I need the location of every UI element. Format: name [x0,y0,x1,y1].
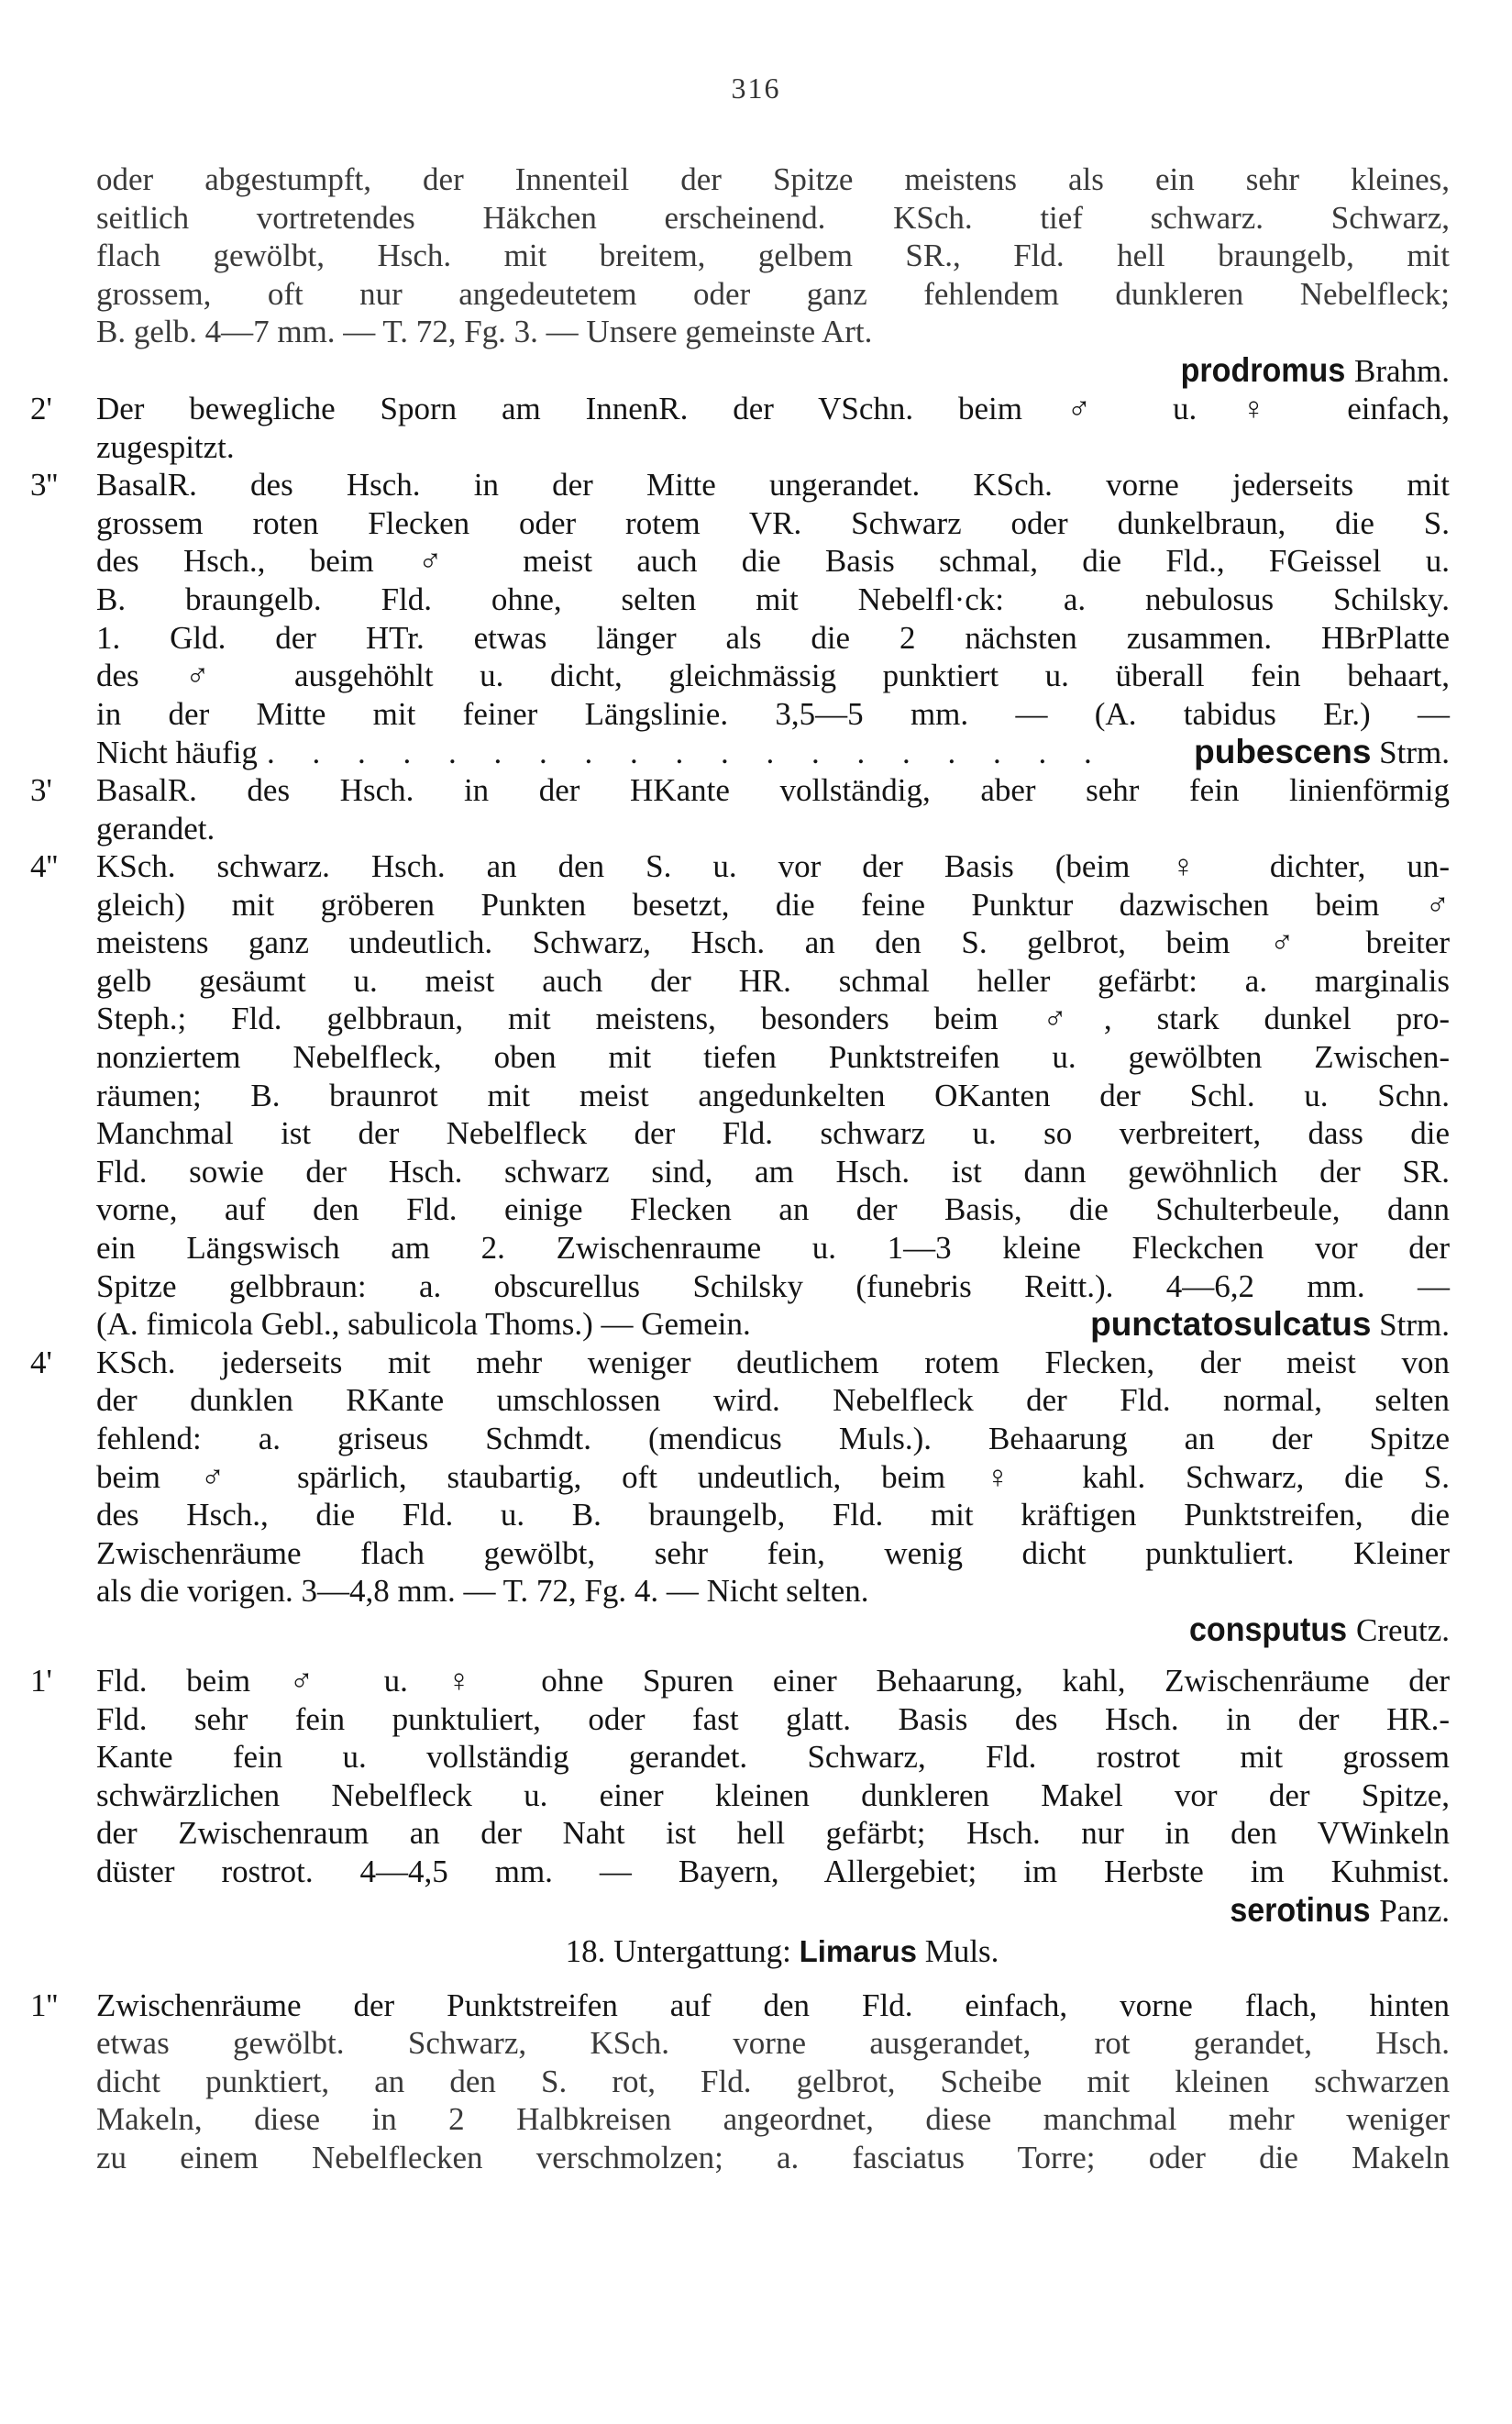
couplet-marker: 1'' [30,1987,59,2023]
text-line: etwas gewölbt. Schwarz, KSch. vorne ausgerandet, rot gerandet, Hsch. [96,2025,1450,2062]
text-line: B. gelb. 4—7 mm. — T. 72, Fg. 3. — Unsere gemeinste Art. [96,314,873,350]
species-name: punctatosulcatus [1090,1305,1372,1344]
couplet-marker: 4'' [30,848,59,885]
text-line: düster rostrot. 4—4,5 mm. — Bayern, Allergebiet; im Herbste im Kuhmist. [96,1853,1450,1889]
leader-dots: . . . . . . . . . . . . . . . . . . . [266,735,1107,771]
text-line: räumen; B. braunrot mit meist angedunkelten OKanten der Schl. u. Schn. [96,1077,1450,1113]
species-name: pubescens [1194,733,1372,771]
text-line: grossem, oft nur angedeutetem oder ganz fehlendem dunkleren Nebelfleck; [96,275,1450,312]
text-line: B. braungelb. Fld. ohne, selten mit Nebelfl·ck: a. nebulosus Schilsky. [96,581,1450,617]
page-number: 316 [731,72,781,105]
text-line: fehlend: a. griseus Schmdt. (mendicus Muls.). Behaarung an der Spitze [96,1421,1450,1456]
text-line: dicht punktiert, an den S. rot, Fld. gelbrot, Scheibe mit kleinen schwarzen [96,2063,1450,2099]
text-line: Kante fein u. vollständig gerandet. Schwarz, Fld. rostrot mit grossem [96,1739,1450,1776]
text-line: seitlich vortretendes Häkchen erscheinend. KSch. tief schwarz. Schwarz, [96,199,1450,236]
couplet-marker: 3'' [30,467,59,504]
text-line: 1. Gld. der HTr. etwas länger als die 2 nächsten zusammen. HBrPlatte [96,619,1450,656]
line-text: Zwischenräume der Punktstreifen auf den Fld. einfach, vorne flach, hinten [96,1987,1450,2023]
line-text: Fld. beim ♂ u. ♀ ohne Spuren einer Behaarung, kahl, Zwischenräume der [96,1662,1450,1699]
couplet-marker: 1' [30,1662,52,1699]
text-line: Fld. sowie der Hsch. schwarz sind, am Hsch. ist dann gewöhnlich der SR. [96,1153,1450,1190]
species-author: Strm. [1379,735,1450,771]
text-line: vorne, auf den Fld. einige Flecken an der Basis, die Schulterbeule, dann [96,1191,1450,1228]
species-line [96,351,1450,390]
text-line [96,1305,1450,1344]
subgenus-prefix: 18. Untergattung: [565,1932,791,1969]
text-line: der dunklen RKante umschlossen wird. Nebelfleck der Fld. normal, selten [96,1382,1450,1419]
text-line: zu einem Nebelflecken verschmolzen; a. fasciatus Torre; oder die Makeln [96,2139,1450,2175]
species-line [96,1610,1450,1649]
text-line: zugespitzt. [96,428,235,465]
text-line: ein Längswisch am 2. Zwischenraume u. 1—3 kleine Fleckchen vor der [96,1230,1450,1267]
couplet-marker: 2' [30,390,52,426]
text-line [30,1344,1450,1382]
line-text: (A. fimicola Gebl., sabulicola Thoms.) — Gemein. [96,1306,751,1343]
line-text: Nicht häufig [96,735,258,771]
text-line: des ♂ ausgehöhlt u. dicht, gleichmässig punktiert u. überall fein behaart, [96,658,1450,694]
species-name: prodromus [1180,350,1346,389]
text-line: flach gewölbt, Hsch. mit breitem, gelbem SR., Fld. hell braungelb, mit [96,238,1450,274]
subgenus-name: Limarus [799,1933,917,1968]
line-text: KSch. jederseits mit mehr weniger deutlichem rotem Flecken, der meist von [96,1344,1450,1380]
text-line: des Hsch., beim ♂ meist auch die Basis schmal, die Fld., FGeissel u. [96,543,1450,580]
text-line [30,390,1450,428]
species-author: Brahm. [1353,352,1450,389]
text-line: in der Mitte mit feiner Längslinie. 3,5—5 mm. — (A. tabidus Er.) — [96,695,1450,732]
text-line: Manchmal ist der Nebelfleck der Fld. schwarz u. so verbreitert, dass die [96,1115,1450,1152]
text-line: schwärzlichen Nebelfleck u. einer kleinen dunkleren Makel vor der Spitze, [96,1776,1450,1813]
text-line: Steph.; Fld. gelbbraun, mit meistens, besonders beim ♂, stark dunkel pro- [96,1001,1450,1037]
subgenus-heading [96,1930,1450,1974]
couplet-marker: 4' [30,1344,52,1380]
species-author: Creutz. [1355,1611,1450,1648]
key-text [30,160,1450,2177]
text-line: meistens ganz undeutlich. Schwarz, Hsch. an den S. gelbrot, beim ♂ breiter [96,924,1450,961]
line-text: Der bewegliche Sporn am InnenR. der VSchn. beim ♂ u. ♀ einfach, [96,390,1450,426]
line-text: KSch. schwarz. Hsch. an den S. u. vor der Basis (beim ♀ dichter, un- [96,848,1450,885]
text-line [30,466,1450,504]
species-line [96,1891,1450,1930]
text-line [30,771,1450,810]
text-line [96,733,1450,771]
text-line: gelb gesäumt u. meist auch der HR. schmal heller gefärbt: a. marginalis [96,962,1450,999]
species-name: consputus [1189,1610,1348,1648]
text-line: Zwischenräume flach gewölbt, sehr fein, wenig dicht punktuliert. Kleiner [96,1534,1450,1571]
text-line: Makeln, diese in 2 Halbkreisen angeordnet, diese manchmal mehr weniger [96,2101,1450,2138]
text-line [30,847,1450,886]
species-author: Strm. [1379,1307,1450,1344]
text-line [30,1987,1450,2025]
text-line: Fld. sehr fein punktuliert, oder fast glatt. Basis des Hsch. in der HR.- [96,1700,1450,1737]
text-line: gleich) mit gröberen Punkten besetzt, die feine Punktur dazwischen beim ♂ [96,886,1450,923]
line-text: BasalR. des Hsch. in der HKante vollständig, aber sehr fein linienförmig [96,771,1450,808]
text-line: beim ♂ spärlich, staubartig, oft undeutlich, beim ♀ kahl. Schwarz, die S. [96,1458,1450,1495]
text-line: oder abgestumpft, der Innenteil der Spitze meistens als ein sehr kleines, [96,161,1450,197]
text-line: nonziertem Nebelfleck, oben mit tiefen Punktstreifen u. gewölbten Zwischen- [96,1039,1450,1076]
text-line: grossem roten Flecken oder rotem VR. Schwarz oder dunkelbraun, die S. [96,504,1450,541]
text-line: als die vorigen. 3—4,8 mm. — T. 72, Fg. 4. — Nicht selten. [96,1573,869,1610]
text-line: des Hsch., die Fld. u. B. braungelb, Fld. mit kräftigen Punktstreifen, die [96,1497,1450,1533]
couplet-marker: 3' [30,771,52,808]
species-author: Panz. [1379,1892,1450,1929]
text-line: der Zwischenraum an der Naht ist hell gefärbt; Hsch. nur in den VWinkeln [96,1815,1450,1852]
line-text: BasalR. des Hsch. in der Mitte ungerandet. KSch. vorne jederseits mit [96,467,1450,504]
species-name: serotinus [1230,1890,1371,1929]
text-line: Spitze gelbbraun: a. obscurellus Schilsky (funebris Reitt.). 4—6,2 mm. — [96,1267,1450,1304]
text-line [30,1662,1450,1700]
subgenus-author: Muls. [924,1932,999,1969]
text-line: gerandet. [96,810,215,847]
